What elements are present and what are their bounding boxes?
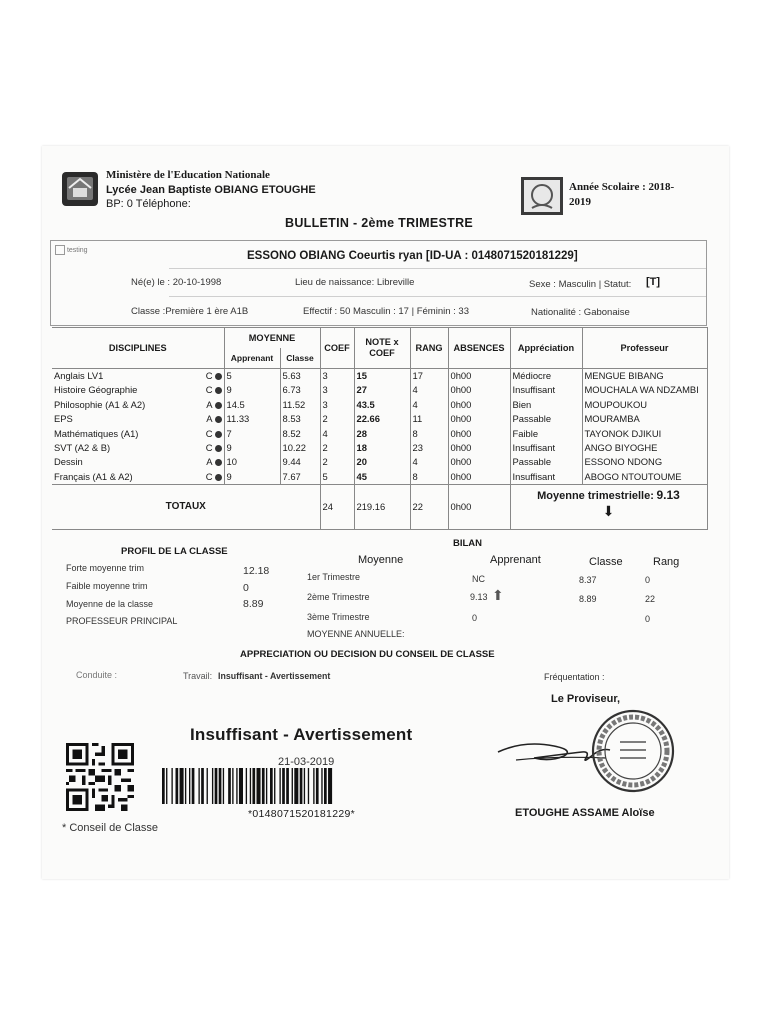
- note-cell: 20: [354, 455, 410, 469]
- col-header-professeur: Professeur: [582, 328, 707, 369]
- coef-cell: 2: [320, 412, 354, 426]
- absences-cell: 0h00: [448, 383, 510, 397]
- moyenne-annuelle-label: MOYENNE ANNUELLE:: [307, 629, 405, 639]
- table-row: [52, 455, 707, 469]
- professeur-cell: MOUPOUKOU: [582, 398, 707, 412]
- circle-icon: [215, 416, 222, 423]
- absences-cell: 0h00: [448, 470, 510, 485]
- classe-cell: 10.22: [280, 441, 320, 455]
- bilan-row-label: 1er Trimestre: [307, 572, 361, 582]
- info-separator: [169, 296, 706, 297]
- apprenant-cell: 7: [224, 427, 280, 441]
- totals-label: TOTAUX: [52, 485, 320, 530]
- professeur-cell: ESSONO NDONG: [582, 455, 707, 469]
- appreciation-cell: Faible: [510, 427, 582, 441]
- conseil-title: APPRECIATION OU DECISION DU CONSEIL DE CLASSE: [240, 649, 495, 660]
- coef-cell: 3: [320, 383, 354, 397]
- class-size: Effectif : 50 Masculin : 17 | Féminin : 33: [303, 306, 469, 317]
- col-header-coef: COEF: [320, 328, 354, 369]
- appreciation-cell: Insuffisant: [510, 441, 582, 455]
- decision-date: 21-03-2019: [278, 756, 335, 768]
- student-name: ESSONO OBIANG Coeurtis ryan [ID-UA : 0148071520181229]: [247, 250, 578, 262]
- discipline-cell: [52, 383, 224, 397]
- arrow-up-icon: ⬆: [492, 587, 504, 603]
- discipline-name: SVT (A2 & B): [54, 442, 111, 454]
- qr-code-icon: [66, 743, 134, 811]
- appreciation-cell: Médiocre: [510, 369, 582, 384]
- circle-icon: [215, 387, 222, 394]
- absences-cell: 0h00: [448, 441, 510, 455]
- travail-label: Travail:: [183, 671, 213, 681]
- classe-cell: 11.52: [280, 398, 320, 412]
- apprenant-cell: 9: [224, 470, 280, 485]
- photo-alt-text: testing: [66, 246, 88, 254]
- note-cell: 45: [354, 470, 410, 485]
- bilan-header-rang: Rang: [653, 556, 680, 568]
- bilan-row-rang: 22: [645, 594, 656, 604]
- professeur-cell: MOUCHALA WA NDZAMBI: [582, 383, 707, 397]
- table-row: [52, 470, 707, 485]
- grades-table: [52, 327, 708, 530]
- profil-title: PROFIL DE LA CLASSE: [121, 546, 228, 557]
- absences-cell: 0h00: [448, 427, 510, 441]
- decision-text: Insuffisant - Avertissement: [190, 725, 413, 744]
- school-contact: BP: 0 Téléphone:: [106, 198, 191, 210]
- appreciation-cell: Bien: [510, 398, 582, 412]
- rang-cell: 23: [410, 441, 448, 455]
- bilan-header-classe: Classe: [589, 556, 623, 568]
- discipline-cell: [52, 398, 224, 412]
- table-row: [52, 369, 707, 384]
- rang-cell: 4: [410, 455, 448, 469]
- col-header-note-coef: NOTE x COEF: [354, 328, 410, 369]
- discipline-cell: [52, 470, 224, 485]
- classe-cell: 9.44: [280, 455, 320, 469]
- info-separator: [169, 268, 706, 269]
- professeur-cell: MOURAMBA: [582, 412, 707, 426]
- birth-date: Né(e) le : 20-10-1998: [131, 277, 222, 288]
- bilan-title: BILAN: [453, 538, 483, 549]
- discipline-name: EPS: [54, 413, 73, 425]
- barcode: [162, 768, 454, 804]
- bilan-row-classe: 8.89: [579, 594, 597, 604]
- note-cell: 27: [354, 383, 410, 397]
- note-cell: 43.5: [354, 398, 410, 412]
- table-row: [52, 441, 707, 455]
- discipline-group: C: [205, 427, 213, 439]
- table-row: [52, 412, 707, 426]
- appreciation-cell: Passable: [510, 455, 582, 469]
- nationality: Nationalité : Gabonaise: [531, 307, 630, 318]
- school-year-end: 2019: [569, 196, 591, 208]
- school-name: Lycée Jean Baptiste OBIANG ETOUGHE: [106, 184, 316, 196]
- professeur-cell: ABOGO NTOUTOUME: [582, 470, 707, 485]
- official-seal-icon: [590, 708, 676, 794]
- discipline-cell: [52, 427, 224, 441]
- classe-cell: 5.63: [280, 369, 320, 384]
- col-header-appreciation: Appréciation: [510, 328, 582, 369]
- rang-cell: 11: [410, 412, 448, 426]
- proviseur-name: ETOUGHE ASSAME Aloïse: [515, 807, 655, 819]
- table-row: [52, 427, 707, 441]
- col-header-rang: RANG: [410, 328, 448, 369]
- classe-cell: 8.53: [280, 412, 320, 426]
- absences-cell: 0h00: [448, 369, 510, 384]
- discipline-cell: [52, 412, 224, 426]
- discipline-group: C: [205, 442, 213, 454]
- appreciation-cell: Insuffisant: [510, 470, 582, 485]
- coef-cell: 3: [320, 398, 354, 412]
- professeur-cell: MENGUE BIBANG: [582, 369, 707, 384]
- conduite-label: Conduite :: [76, 670, 118, 680]
- travail-value: Insuffisant - Avertissement: [218, 671, 331, 681]
- professeur-cell: ANGO BIYOGHE: [582, 441, 707, 455]
- classe-cell: 7.67: [280, 470, 320, 485]
- absences-cell: 0h00: [448, 455, 510, 469]
- total-absences: 0h00: [448, 485, 510, 530]
- discipline-name: Anglais LV1: [54, 370, 104, 381]
- rang-cell: 4: [410, 398, 448, 412]
- note-cell: 15: [354, 369, 410, 384]
- student-info-box: [50, 240, 707, 326]
- bilan-row-label: 2ème Trimestre: [307, 592, 370, 602]
- discipline-group: A: [206, 398, 213, 410]
- apprenant-cell: 14.5: [224, 398, 280, 412]
- bilan-row-label: 3ème Trimestre: [307, 612, 370, 622]
- apprenant-cell: 11.33: [224, 412, 280, 426]
- absences-cell: 0h00: [448, 412, 510, 426]
- coef-cell: 5: [320, 470, 354, 485]
- coef-cell: 2: [320, 441, 354, 455]
- discipline-name: Philosophie (A1 & A2): [54, 398, 146, 410]
- col-header-moyenne: MOYENNE: [224, 328, 320, 349]
- table-row: [52, 383, 707, 397]
- appreciation-cell: Insuffisant: [510, 383, 582, 397]
- bilan-row-rang: 0: [645, 614, 651, 624]
- apprenant-cell: 9: [224, 441, 280, 455]
- faible-moyenne-label: Faible moyenne trim: [66, 581, 148, 591]
- moyenne-trim-label: Moyenne trimestrielle:: [537, 490, 654, 503]
- birth-place: Lieu de naissance: Libreville: [295, 277, 415, 288]
- bilan-row-apprenant: NC: [472, 574, 485, 584]
- rang-cell: 8: [410, 470, 448, 485]
- coef-cell: 2: [320, 455, 354, 469]
- moyenne-trim-value: 9.13: [656, 488, 680, 503]
- rang-cell: 17: [410, 369, 448, 384]
- col-header-apprenant: Apprenant: [224, 348, 280, 369]
- proviseur-label: Le Proviseur,: [551, 693, 621, 705]
- apprenant-cell: 5: [224, 369, 280, 384]
- discipline-cell: [52, 369, 224, 384]
- coat-of-arms-icon: [520, 176, 564, 216]
- rang-cell: 4: [410, 383, 448, 397]
- discipline-group: C: [205, 370, 213, 381]
- apprenant-cell: 10: [224, 455, 280, 469]
- status-code: [T]: [646, 276, 661, 288]
- discipline-group: A: [206, 456, 213, 468]
- appreciation-cell: Passable: [510, 412, 582, 426]
- total-rang: 22: [410, 485, 448, 530]
- broken-image-icon: [55, 245, 65, 255]
- classe-cell: 8.52: [280, 427, 320, 441]
- circle-icon: [215, 402, 222, 409]
- professeur-cell: TAYONOK DJIKUI: [582, 427, 707, 441]
- circle-icon: [215, 431, 222, 438]
- bilan-header-apprenant: Apprenant: [490, 554, 541, 566]
- footnote: * Conseil de Classe: [62, 822, 158, 834]
- professeur-principal-label: PROFESSEUR PRINCIPAL: [66, 616, 178, 626]
- discipline-group: C: [205, 384, 213, 396]
- note-cell: 18: [354, 441, 410, 455]
- discipline-name: Mathématiques (A1): [54, 427, 139, 439]
- totals-row: [52, 485, 707, 530]
- note-cell: 28: [354, 427, 410, 441]
- forte-moyenne-value: 12.18: [243, 565, 270, 577]
- school-year-label: Année Scolaire : 2018-: [569, 181, 675, 193]
- rang-cell: 8: [410, 427, 448, 441]
- page-title: BULLETIN - 2ème TRIMESTRE: [285, 216, 474, 230]
- discipline-cell: [52, 441, 224, 455]
- school-logo: [60, 166, 100, 210]
- faible-moyenne-value: 0: [243, 582, 249, 594]
- table-row: [52, 398, 707, 412]
- forte-moyenne-label: Forte moyenne trim: [66, 563, 145, 573]
- col-header-disciplines: DISCIPLINES: [52, 328, 224, 369]
- total-note: 219.16: [354, 485, 410, 530]
- apprenant-cell: 9: [224, 383, 280, 397]
- student-photo: [55, 245, 115, 267]
- barcode-text: *0148071520181229*: [248, 808, 356, 820]
- bilan-row-rang: 0: [645, 575, 651, 585]
- discipline-name: Histoire Géographie: [54, 384, 138, 396]
- circle-icon: [215, 373, 222, 380]
- col-header-classe: Classe: [280, 348, 320, 369]
- note-cell: 22.66: [354, 412, 410, 426]
- bilan-row-apprenant: 9.13: [470, 592, 488, 602]
- circle-icon: [215, 459, 222, 466]
- discipline-group: A: [206, 413, 213, 425]
- bilan-row-apprenant: 0: [472, 613, 478, 623]
- moyenne-classe-label: Moyenne de la classe: [66, 599, 154, 609]
- coef-cell: 4: [320, 427, 354, 441]
- discipline-name: Français (A1 & A2): [54, 470, 133, 482]
- class-name: Classe :Première 1 ère A1B: [131, 306, 249, 317]
- classe-cell: 6.73: [280, 383, 320, 397]
- moyenne-classe-value: 8.89: [243, 598, 264, 610]
- discipline-name: Dessin: [54, 456, 83, 468]
- coef-cell: 3: [320, 369, 354, 384]
- circle-icon: [215, 445, 222, 452]
- arrow-down-icon: ⬇: [602, 503, 615, 520]
- discipline-group: C: [205, 470, 213, 482]
- discipline-cell: [52, 455, 224, 469]
- circle-icon: [215, 474, 222, 481]
- absences-cell: 0h00: [448, 398, 510, 412]
- bilan-row-classe: 8.37: [579, 575, 597, 585]
- sex-status: Sexe : Masculin | Statut:: [529, 279, 632, 290]
- col-header-absences: ABSENCES: [448, 328, 510, 369]
- total-coef: 24: [320, 485, 354, 530]
- ministry-name: Ministère de l'Education Nationale: [106, 169, 270, 181]
- frequentation-label: Fréquentation :: [544, 672, 605, 682]
- moyenne-trim-cell: [510, 485, 707, 530]
- bilan-header-moyenne: Moyenne: [358, 554, 404, 566]
